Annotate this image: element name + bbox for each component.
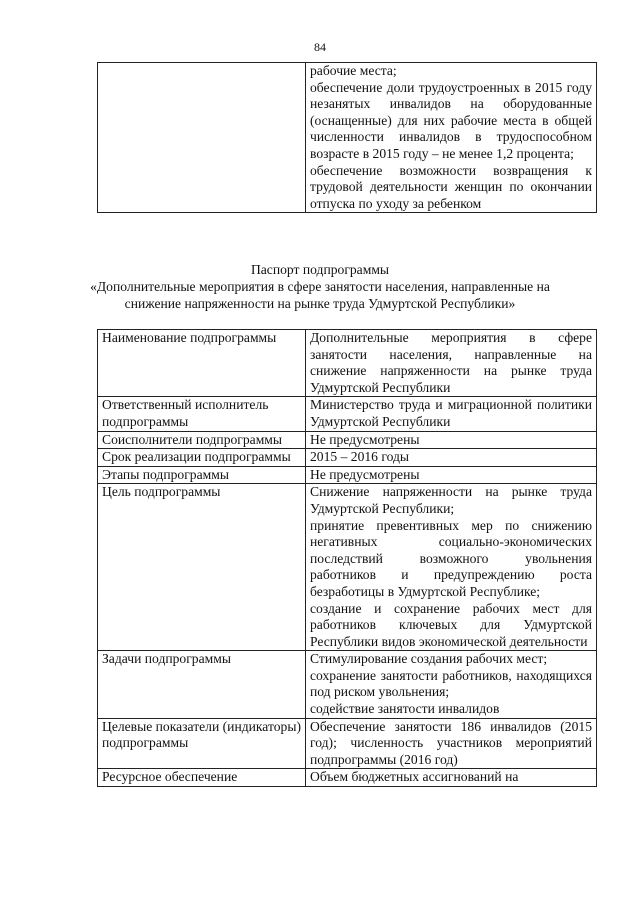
value-line: обеспечение доли трудоустроенных в 2015 году незанятых инвалидов на оборудованные (оснащенные) для них рабочие места в общей численности инвалидов в трудоспособном возрасте в 2015 году – не менее 1,2 процента; — [310, 79, 592, 161]
row-value — [306, 449, 597, 467]
row-label: Задачи подпрограммы — [98, 651, 306, 718]
continuation-table — [97, 62, 597, 213]
value-line: Министерство труда и миграционной политики Удмуртской Республики — [310, 397, 592, 429]
value-line: обеспечение возможности возвращения к трудовой деятельности женщин по окончании отпуска по уходу за ребенком — [310, 162, 592, 211]
row-label: Ответственный исполнитель подпрограммы — [98, 397, 306, 431]
value-line: Обеспечение занятости 186 инвалидов (2015 год); численность участников мероприятий подпрограммы (2016 год) — [310, 718, 592, 767]
row-label: Срок реализации подпрограммы — [98, 449, 306, 467]
value-line: рабочие места; — [310, 63, 397, 78]
value-line: Снижение напряженности на рынке труда Удмуртской Республики; — [310, 484, 592, 516]
value-line: Не предусмотрены — [310, 431, 420, 447]
value-line: Дополнительные мероприятия в сфере занятости населения, направленные на снижение напряженности на рынке труда Удмуртской Республики — [310, 330, 592, 395]
table-row — [98, 431, 597, 449]
page-number: 84 — [314, 40, 326, 54]
row-value — [306, 397, 597, 431]
table-row — [98, 397, 597, 431]
heading-line: «Дополнительные мероприятия в сфере занятости населения, направленные на — [90, 278, 550, 294]
row-value — [306, 718, 597, 769]
value-line: Не предусмотрены — [310, 466, 420, 482]
table-row — [98, 449, 597, 467]
row-value — [306, 651, 597, 718]
table-row — [98, 718, 597, 769]
value-line: создание и сохранение рабочих мест для работников ключевых для Удмуртской Республики видов экономической деятельности — [310, 600, 592, 649]
value-line: содействие занятости инвалидов — [310, 701, 500, 717]
row-label: Соисполнители подпрограммы — [98, 431, 306, 449]
empty-label-cell — [98, 63, 306, 213]
table-row — [98, 466, 597, 484]
value-line: 2015 – 2016 годы — [310, 449, 410, 465]
row-label: Целевые показатели (индикаторы) подпрограммы — [98, 718, 306, 769]
value-cell — [306, 63, 597, 213]
value-line: Стимулирование создания рабочих мест; — [310, 651, 548, 667]
row-value — [306, 466, 597, 484]
table-row — [98, 651, 597, 718]
passport-table — [97, 329, 597, 787]
row-value — [306, 484, 597, 651]
row-value — [306, 431, 597, 449]
row-label: Этапы подпрограммы — [98, 466, 306, 484]
table-row — [98, 330, 597, 397]
table-row — [98, 63, 597, 213]
row-label: Наименование подпрограммы — [98, 330, 306, 397]
row-value — [306, 769, 597, 787]
row-label: Цель подпрограммы — [98, 484, 306, 651]
table-row — [98, 769, 597, 787]
value-line: Объем бюджетных ассигнований на — [310, 769, 519, 785]
subprogram-heading — [60, 262, 580, 312]
heading-line: Паспорт подпрограммы — [250, 262, 390, 277]
heading-line: снижение напряженности на рынке труда Удмуртской Республики» — [124, 295, 516, 311]
table-row — [98, 484, 597, 651]
value-line: сохранение занятости работников, находящихся под риском увольнения; — [310, 667, 592, 700]
value-line: принятие превентивных мер по снижению негативных социально-экономических последствий возможного увольнения работников и предупреждению роста безработицы в Удмуртской Республике; — [310, 517, 592, 599]
row-value — [306, 330, 597, 397]
row-label: Ресурсное обеспечение — [98, 769, 306, 787]
